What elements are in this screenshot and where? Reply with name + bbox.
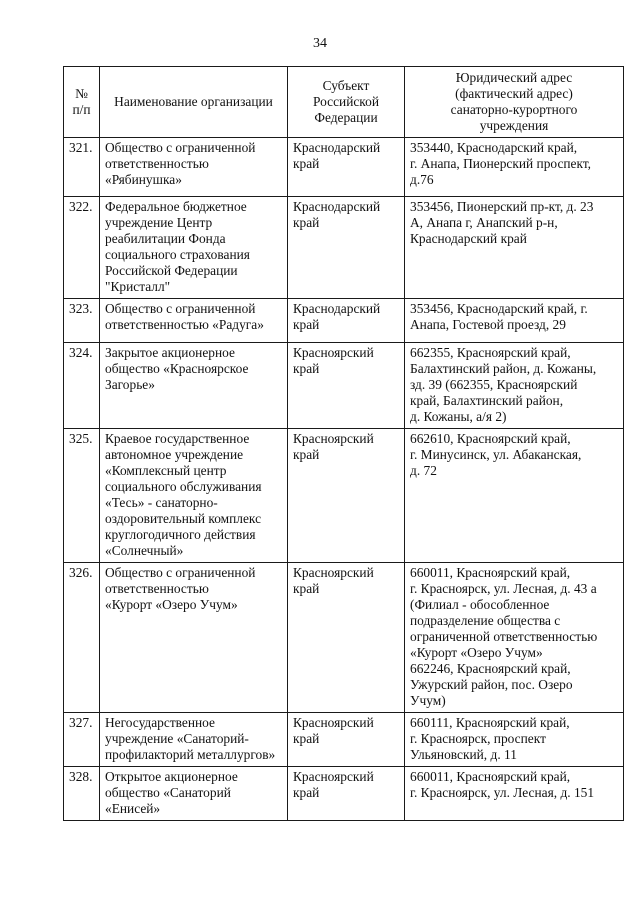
header-federal-subject: Субъект Российской Федерации	[288, 67, 405, 138]
table-row	[64, 343, 624, 429]
organization-name: Негосударственное учреждение «Санаторий- профилакторий металлургов»	[100, 713, 288, 767]
federal-subject: Красноярский край	[288, 429, 405, 563]
table-row	[64, 299, 624, 343]
federal-subject: Краснодарский край	[288, 138, 405, 197]
row-number: 326.	[64, 563, 100, 713]
organization-name: Общество с ограниченной ответственностью «Рябинушка»	[100, 138, 288, 197]
row-number: 325.	[64, 429, 100, 563]
federal-subject: Краснодарский край	[288, 299, 405, 343]
table-row	[64, 767, 624, 821]
row-number: 322.	[64, 197, 100, 299]
header-organization-name: Наименование организации	[100, 67, 288, 138]
federal-subject: Красноярский край	[288, 767, 405, 821]
table-row	[64, 429, 624, 563]
table-row	[64, 197, 624, 299]
legal-address: 660111, Красноярский край, г. Красноярск, проспект Ульяновский, д. 11	[405, 713, 624, 767]
row-number: 327.	[64, 713, 100, 767]
header-number: № п/п	[64, 67, 100, 138]
legal-address: 353456, Краснодарский край, г. Анапа, Гостевой проезд, 29	[405, 299, 624, 343]
header-legal-address: Юридический адрес (фактический адрес) санаторно-курортного учреждения	[405, 67, 624, 138]
organization-name: Общество с ограниченной ответственностью «Курорт «Озеро Учум»	[100, 563, 288, 713]
table-row	[64, 138, 624, 197]
organization-name: Краевое государственное автономное учреждение «Комплексный центр социального обслуживания «Тесь» - санаторно- оздоровительный комплекс круглогодичного действия «Солнечный»	[100, 429, 288, 563]
organization-name: Открытое акционерное общество «Санаторий «Енисей»	[100, 767, 288, 821]
table-row	[64, 713, 624, 767]
legal-address: 662355, Красноярский край, Балахтинский район, д. Кожаны, зд. 39 (662355, Красноярский край, Балахтинский район, д. Кожаны, а/я 2)	[405, 343, 624, 429]
legal-address: 660011, Красноярский край, г. Красноярск, ул. Лесная, д. 151	[405, 767, 624, 821]
organization-name: Общество с ограниченной ответственностью «Радуга»	[100, 299, 288, 343]
federal-subject: Красноярский край	[288, 563, 405, 713]
table-row	[64, 563, 624, 713]
organization-name: Закрытое акционерное общество «Красноярское Загорье»	[100, 343, 288, 429]
federal-subject: Красноярский край	[288, 713, 405, 767]
legal-address: 660011, Красноярский край, г. Красноярск, ул. Лесная, д. 43 а (Филиал - обособленное подразделение общества с ограниченной ответственностью «Курорт «Озеро Учум» 662246, Красноярский край, Ужурский район, пос. Озеро Учум)	[405, 563, 624, 713]
federal-subject: Краснодарский край	[288, 197, 405, 299]
legal-address: 353440, Краснодарский край, г. Анапа, Пионерский проспект, д.76	[405, 138, 624, 197]
legal-address: 662610, Красноярский край, г. Минусинск, ул. Абаканская, д. 72	[405, 429, 624, 563]
table-header-row	[64, 67, 624, 138]
legal-address: 353456, Пионерский пр-кт, д. 23 А, Анапа г, Анапский р-н, Краснодарский край	[405, 197, 624, 299]
federal-subject: Красноярский край	[288, 343, 405, 429]
row-number: 321.	[64, 138, 100, 197]
organizations-table	[63, 66, 624, 821]
page-number: 34	[313, 36, 327, 51]
row-number: 323.	[64, 299, 100, 343]
organization-name: Федеральное бюджетное учреждение Центр реабилитации Фонда социального страхования Российской Федерации "Кристалл"	[100, 197, 288, 299]
row-number: 328.	[64, 767, 100, 821]
row-number: 324.	[64, 343, 100, 429]
